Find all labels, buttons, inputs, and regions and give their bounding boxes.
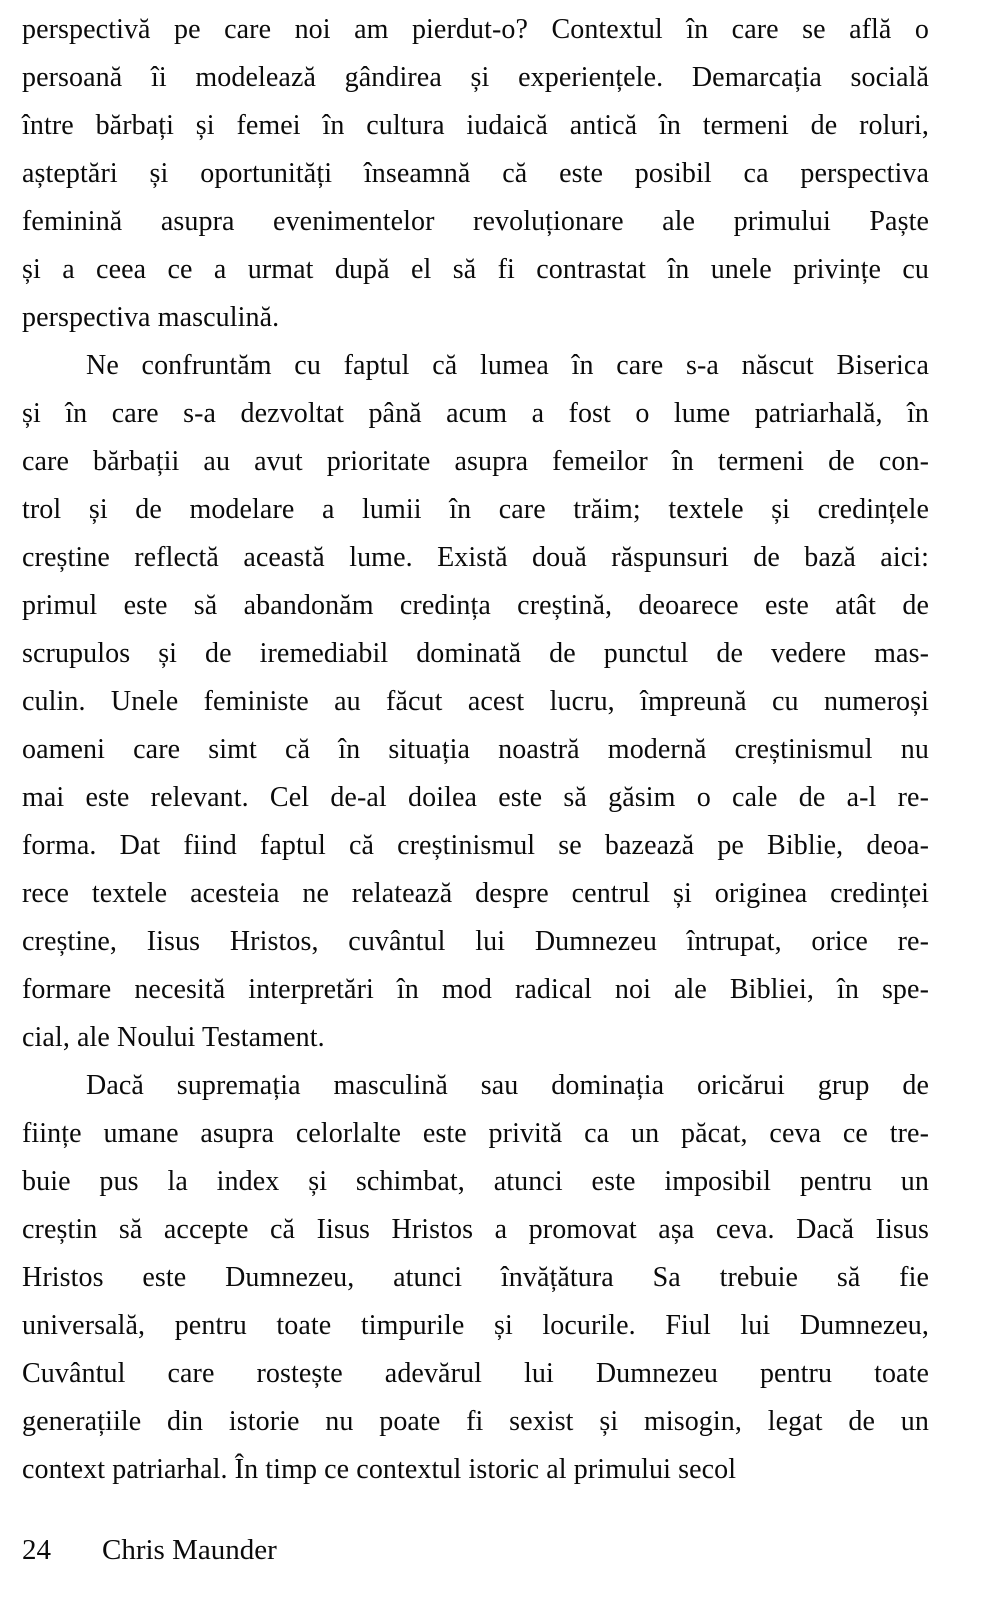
text-line: feminină asupra evenimentelor revoluționare ale primului Paște: [22, 206, 929, 237]
text-line: Dacă supremația masculină sau dominația oricărui grup de: [86, 1070, 929, 1101]
text-line: oameni care simt că în situația noastră modernă creștinismul nu: [22, 734, 929, 765]
text-line: forma. Dat fiind faptul că creștinismul se bazează pe Biblie, deoa-: [22, 830, 929, 861]
text-line: buie pus la index și schimbat, atunci este imposibil pentru un: [22, 1166, 929, 1197]
text-line: și a ceea ce a urmat după el să fi contrastat în unele privințe cu: [22, 254, 929, 285]
text-line: context patriarhal. În timp ce contextul istoric al primului secol: [22, 1454, 737, 1485]
text-line: scrupulos și de iremediabil dominată de punctul de vedere mas-: [22, 638, 929, 669]
text-line: Cuvântul care rostește adevărul lui Dumnezeu pentru toate: [22, 1358, 929, 1389]
text-line: generațiile din istorie nu poate fi sexist și misogin, legat de un: [22, 1406, 929, 1437]
text-line: mai este relevant. Cel de-al doilea este să găsim o cale de a-l re-: [22, 782, 929, 813]
paragraph: [22, 6, 929, 342]
text-line: Hristos este Dumnezeu, atunci învățătura Sa trebuie să fie: [22, 1262, 929, 1293]
text-line: Ne confruntăm cu faptul că lumea în care s-a născut Biserica: [86, 350, 929, 381]
text-line: și în care s-a dezvoltat până acum a fost o lume patriarhală, în: [22, 398, 929, 429]
page-number: 24: [22, 1534, 51, 1566]
text-line: ființe umane asupra celorlalte este privită ca un păcat, ceva ce tre-: [22, 1118, 929, 1149]
text-line: care bărbații au avut prioritate asupra femeilor în termeni de con-: [22, 446, 929, 477]
text-line: creștine, Iisus Hristos, cuvântul lui Dumnezeu întrupat, orice re-: [22, 926, 929, 957]
page-footer: [22, 1526, 929, 1574]
text-line: trol și de modelare a lumii în care trăim; textele și credințele: [22, 494, 929, 525]
text-line: perspectiva masculină.: [22, 302, 280, 333]
text-line: rece textele acesteia ne relatează despre centrul și originea credinței: [22, 878, 929, 909]
text-line: perspectivă pe care noi am pierdut-o? Contextul în care se află o: [22, 14, 929, 45]
text-line: cial, ale Noului Testament.: [22, 1022, 325, 1053]
text-line: culin. Unele feministe au făcut acest lucru, împreună cu numeroși: [22, 686, 929, 717]
text-line: creștine reflectă această lume. Există două răspunsuri de bază aici:: [22, 542, 929, 573]
text-line: așteptări și oportunități înseamnă că este posibil ca perspectiva: [22, 158, 929, 189]
footer-author: Chris Maunder: [102, 1534, 277, 1566]
text-line: creștin să accepte că Iisus Hristos a promovat așa ceva. Dacă Iisus: [22, 1214, 929, 1245]
text-line: formare necesită interpretări în mod radical noi ale Bibliei, în spe-: [22, 974, 929, 1005]
text-block: [22, 6, 929, 1494]
paragraph: [22, 1062, 929, 1494]
text-line: primul este să abandonăm credința creștină, deoarece este atât de: [22, 590, 929, 621]
text-line: universală, pentru toate timpurile și locurile. Fiul lui Dumnezeu,: [22, 1310, 929, 1341]
text-line: persoană îi modelează gândirea și experiențele. Demarcația socială: [22, 62, 929, 93]
text-line: între bărbați și femei în cultura iudaică antică în termeni de roluri,: [22, 110, 929, 141]
paragraph: [22, 342, 929, 1062]
